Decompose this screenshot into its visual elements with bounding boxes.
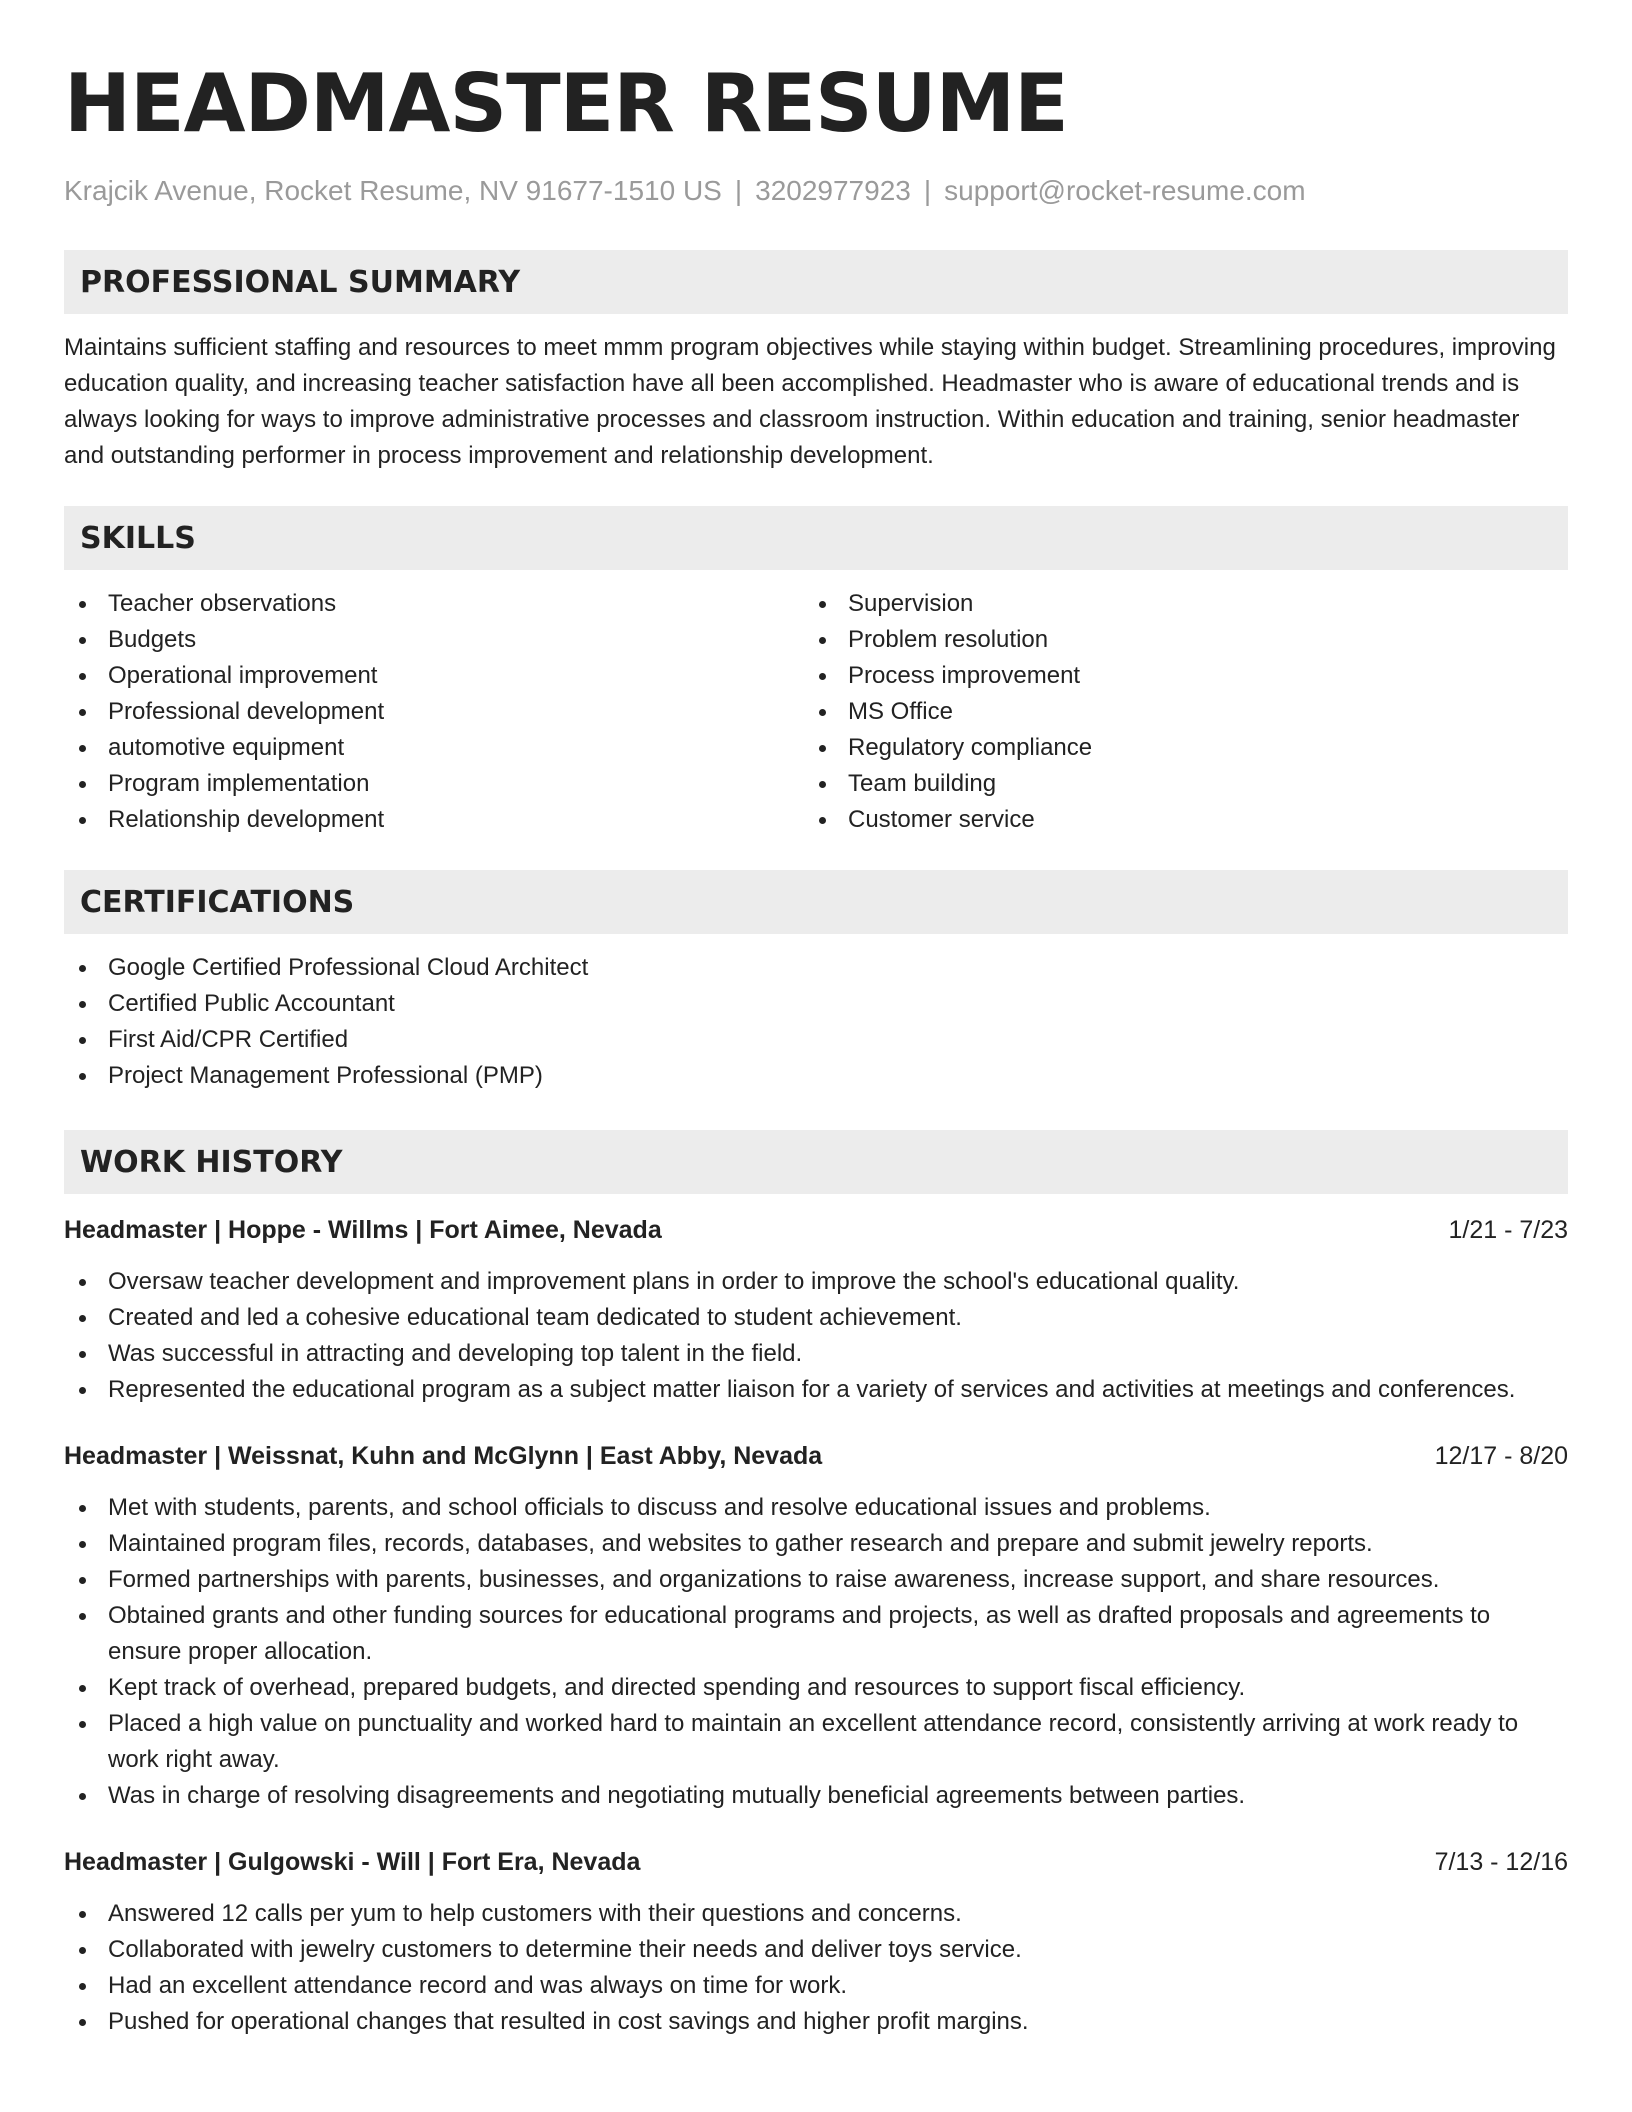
skill-item: Program implementation	[64, 766, 804, 802]
certifications-section	[64, 870, 1568, 1094]
certifications-list	[64, 950, 1568, 1094]
contact-line	[64, 174, 1568, 210]
contact-separator: |	[734, 175, 743, 206]
job-header	[64, 1212, 1568, 1248]
job-bullet: Obtained grants and other funding sources for educational programs and projects, as well as drafted proposals and agreements to ensure proper allocation.	[64, 1598, 1568, 1670]
job-bullet: Was in charge of resolving disagreements and negotiating mutually beneficial agreements between parties.	[64, 1778, 1568, 1814]
skill-item: Operational improvement	[64, 658, 804, 694]
summary-section	[64, 250, 1568, 474]
job-bullet: Created and led a cohesive educational team dedicated to student achievement.	[64, 1300, 1568, 1336]
skill-item: Regulatory compliance	[804, 730, 1544, 766]
work-history-section	[64, 1130, 1568, 2040]
job-bullet: Was successful in attracting and developing top talent in the field.	[64, 1336, 1568, 1372]
skill-item: Professional development	[64, 694, 804, 730]
job-bullet: Maintained program files, records, databases, and websites to gather research and prepare and submit jewelry reports.	[64, 1526, 1568, 1562]
contact-email: support@rocket-resume.com	[944, 175, 1306, 206]
certification-item: First Aid/CPR Certified	[64, 1022, 1568, 1058]
summary-heading: PROFESSIONAL SUMMARY	[64, 250, 1568, 314]
job-bullet: Kept track of overhead, prepared budgets, and directed spending and resources to support fiscal efficiency.	[64, 1670, 1568, 1706]
job-entry	[64, 1844, 1568, 2040]
skill-item: Relationship development	[64, 802, 804, 838]
skill-item: Supervision	[804, 586, 1544, 622]
job-header	[64, 1844, 1568, 1880]
skills-section	[64, 506, 1568, 838]
job-dates: 1/21 - 7/23	[1448, 1215, 1568, 1244]
contact-separator: |	[923, 175, 932, 206]
work-history-heading: WORK HISTORY	[64, 1130, 1568, 1194]
skills-left-list	[64, 586, 804, 838]
job-title: Headmaster | Hoppe - Willms | Fort Aimee, Nevada	[64, 1215, 662, 1244]
job-bullet: Oversaw teacher development and improvement plans in order to improve the school's educational quality.	[64, 1264, 1568, 1300]
job-bullets	[64, 1490, 1568, 1814]
job-title: Headmaster | Gulgowski - Will | Fort Era, Nevada	[64, 1847, 641, 1876]
job-dates: 7/13 - 12/16	[1434, 1847, 1568, 1876]
certification-item: Project Management Professional (PMP)	[64, 1058, 1568, 1094]
job-bullet: Answered 12 calls per yum to help customers with their questions and concerns.	[64, 1896, 1568, 1932]
job-header	[64, 1438, 1568, 1474]
job-bullet: Formed partnerships with parents, businesses, and organizations to raise awareness, increase support, and share resources.	[64, 1562, 1568, 1598]
job-entry	[64, 1438, 1568, 1814]
certification-item: Google Certified Professional Cloud Architect	[64, 950, 1568, 986]
job-bullets	[64, 1264, 1568, 1408]
resume-title: HEADMASTER RESUME	[64, 57, 1068, 150]
skills-grid	[64, 586, 1568, 838]
skill-item: Teacher observations	[64, 586, 804, 622]
job-bullet: Placed a high value on punctuality and worked hard to maintain an excellent attendance record, consistently arriving at work ready to work right away.	[64, 1706, 1568, 1778]
skill-item: Process improvement	[804, 658, 1544, 694]
skill-item: Problem resolution	[804, 622, 1544, 658]
job-bullet: Collaborated with jewelry customers to determine their needs and deliver toys service.	[64, 1932, 1568, 1968]
skill-item: Budgets	[64, 622, 804, 658]
summary-text: Maintains sufficient staffing and resources to meet mmm program objectives while staying within budget. Streamlining procedures, improving education quality, and increasing teacher satisfaction have all been accomplished. Headmaster who is aware of educational trends and is always looking for ways to improve administrative processes and classroom instruction. Within education and training, senior headmaster and outstanding performer in process improvement and relationship development.	[64, 334, 1556, 469]
certification-item: Certified Public Accountant	[64, 986, 1568, 1022]
skills-heading: SKILLS	[64, 506, 1568, 570]
skill-item: Customer service	[804, 802, 1544, 838]
job-bullet: Had an excellent attendance record and was always on time for work.	[64, 1968, 1568, 2004]
contact-phone: 3202977923	[755, 175, 911, 206]
job-bullet: Met with students, parents, and school officials to discuss and resolve educational issues and problems.	[64, 1490, 1568, 1526]
job-bullet: Pushed for operational changes that resulted in cost savings and higher profit margins.	[64, 2004, 1568, 2040]
job-bullet: Represented the educational program as a subject matter liaison for a variety of services and activities at meetings and conferences.	[64, 1372, 1568, 1408]
contact-address: Krajcik Avenue, Rocket Resume, NV 91677-1510 US	[64, 175, 722, 206]
skill-item: Team building	[804, 766, 1544, 802]
certifications-heading: CERTIFICATIONS	[64, 870, 1568, 934]
skills-right-list	[804, 586, 1544, 838]
skill-item: automotive equipment	[64, 730, 804, 766]
job-title: Headmaster | Weissnat, Kuhn and McGlynn | East Abby, Nevada	[64, 1441, 823, 1470]
job-dates: 12/17 - 8/20	[1434, 1441, 1568, 1470]
skill-item: MS Office	[804, 694, 1544, 730]
job-entry	[64, 1212, 1568, 1408]
job-bullets	[64, 1896, 1568, 2040]
